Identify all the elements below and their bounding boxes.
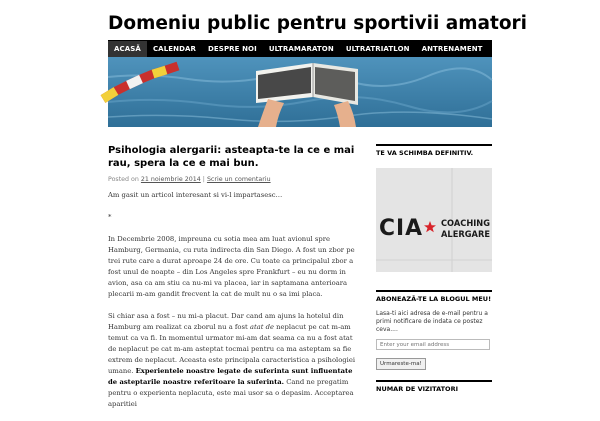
subscribe-description: Lasa-ti aici adresa de e-mail pentru a primi notificare de indata ce postez ceva....: [376, 310, 488, 333]
ad-line-coaching: COACHING: [441, 219, 491, 229]
nav-item-ultratriatlon[interactable]: ULTRATRIATLON: [345, 45, 410, 53]
sidebar: [376, 144, 492, 396]
nav-item-antrenament[interactable]: ANTRENAMENT: [421, 45, 483, 53]
post-intro: Am gasit un articol interesant si vi-l impartasesc…: [108, 191, 283, 199]
p2-text-b: neplacut pe cat m-am temut ca va fi. In momentul urmator mi-am dat seama ca nu a fost atat de neplacut pe cat m-am asteptat tocmai pentru ca ma asteptam sa fie extrem de neplacut. Aceasta este principala caracteristica a psihologiei umane.: [108, 323, 356, 375]
widget-title-subscribe: ABONEAZĂ-TE LA BLOGUL MEU!: [376, 290, 492, 306]
header-image: [108, 57, 492, 127]
nav-item-despre-noi[interactable]: DESPRE NOI: [208, 45, 257, 53]
subscribe-button[interactable]: Urmareste-ma!: [376, 358, 426, 370]
coaching-ad-banner[interactable]: [376, 168, 492, 272]
post-date-link[interactable]: 21 noiembrie 2014: [140, 176, 201, 183]
main-navigation: [108, 40, 532, 57]
p2-italic: atat de: [249, 323, 274, 331]
p2-bold: Experientele noastre legate de suferinta sunt influentate de asteptarile noastre referitoare la suferinta.: [108, 367, 353, 386]
email-field[interactable]: [376, 339, 490, 350]
widget-title-visitors: NUMAR DE VIZITATORI: [376, 380, 492, 396]
post-title[interactable]: Psihologia alergarii: asteapta-te la ce e mai rau, spera la ce e mai bun.: [108, 145, 355, 169]
post-meta-separator: |: [202, 176, 205, 183]
post-content: [108, 144, 362, 421]
post-meta-prefix: Posted on: [108, 176, 139, 183]
ad-line-alergare: ALERGARE: [441, 230, 491, 240]
post-separator: *: [108, 213, 112, 221]
comment-link[interactable]: Scrie un comentariu: [206, 176, 271, 183]
post-body: [108, 190, 362, 410]
ad-logo-text: CIA: [379, 216, 423, 241]
post-paragraph-1: In Decembrie 2008, impreuna cu sotia mea am luat avionul spre Hamburg, Germania, cu ruta indirecta din San Diego. A fost un zbor pe trei rute care a durat aproape 24 de ore. Cu toate ca principalul zbor a fost unul de noapte – din Los Angeles spre Frankfurt – eu nu dorm in avion, asa ca am stiu ca nu-mi va placea, iar in saptamana anterioara plecarii m-am gandit frecvent la cat de mult nu o sa imi placa.: [108, 235, 355, 298]
p2-text-c: Cand ne pregatim pentru o experienta neplacuta, este mai usor sa o depasim. Acceptarea aparitiei: [108, 378, 354, 408]
nav-item-acasa[interactable]: ACASĂ: [108, 41, 147, 57]
nav-item-calendar[interactable]: CALENDAR: [152, 45, 197, 53]
widget-title-coaching: TE VA SCHIMBA DEFINITIV.: [376, 144, 492, 160]
site-title[interactable]: Domeniu public pentru sportivii amatori: [108, 13, 528, 34]
post-meta: [108, 176, 362, 183]
nav-item-nutritie[interactable]: NUTRITIE: [494, 45, 532, 53]
p2-text-a: Si chiar asa a fost – nu mi-a placut. Dar cand am ajuns la hotelul din Hamburg am realizat ca zborul nu a fost: [108, 312, 344, 331]
nav-item-ultramaraton[interactable]: ULTRAMARATON: [268, 45, 334, 53]
post-paragraph-2: [108, 311, 362, 410]
